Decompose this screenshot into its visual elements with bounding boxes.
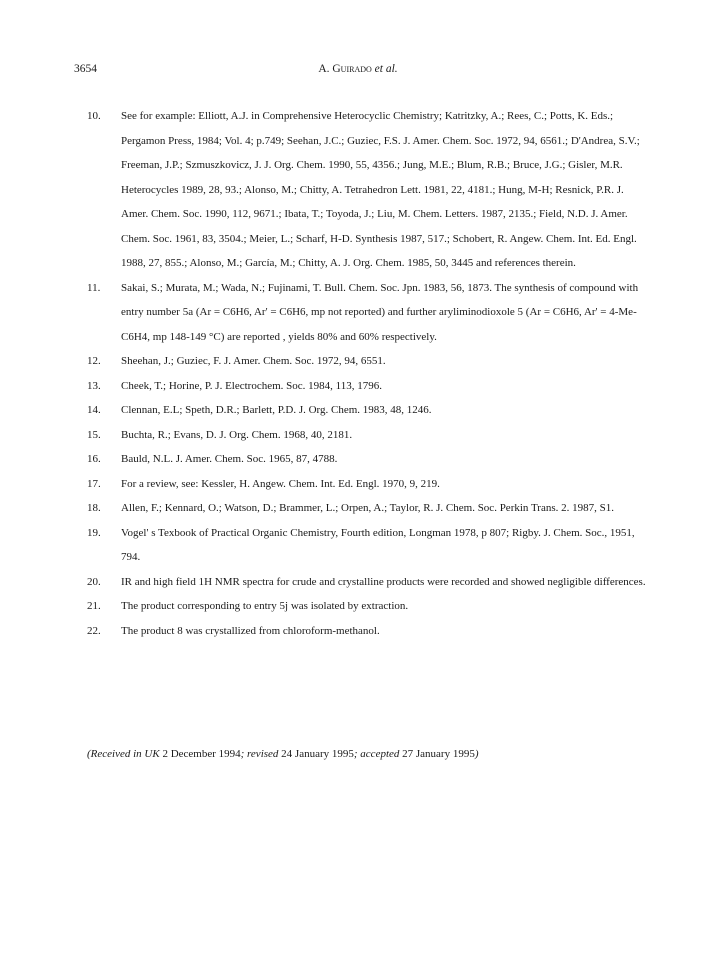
received-date: 2 December 1994 — [162, 748, 241, 760]
reference-number: 15. — [87, 428, 101, 441]
reference-item — [87, 521, 647, 570]
page-number: 3654 — [74, 63, 97, 75]
reference-text: Vogel' s Texbook of Practical Organic Chemistry, Fourth edition, Longman 1978, p 807; Rigby. J. Chem. Soc., 1951, 794. — [121, 526, 635, 563]
reference-number: 22. — [87, 624, 101, 637]
reference-text: The product corresponding to entry 5j was isolated by extraction. — [121, 600, 409, 612]
reference-text: Sakai, S.; Murata, M.; Wada, N.; Fujinami, T. Bull. Chem. Soc. Jpn. 1983, 56, 1873. The synthesis of compound with entry number 5a (Ar = C6H6, Ar' = C6H6, mp not reported) and further aryliminodioxole 5 (Ar = C6H6, Ar' = 4-Me-C6H4, mp 148-149 °C) are reported , yields 80% and 60% respectively. — [121, 281, 639, 343]
running-head — [74, 63, 642, 75]
reference-item — [87, 276, 647, 350]
author-initial: A. — [318, 63, 333, 75]
revised-date: 24 January 1995 — [281, 748, 354, 760]
reference-text: See for example: Elliott, A.J. in Comprehensive Heterocyclic Chemistry; Katritzky, A.; Rees, C.; Potts, K. Eds.; Pergamon Press, 1984; Vol. 4; p.749; Seehan, J.C.; Guziec, F.S. J. Amer. Chem. Soc. 1972, 94, 6561.; D'Andrea, S.V.; Freeman, J.P.; Szmuszkovicz, J. J. Org. Chem. 1990, 55, 4356.; Jung, M.E.; Blum, R.B.; Bruce, J.G.; Gisler, M.R. Heterocycles 1989, 28, 93.; Alonso, M.; Chitty, A. Tetrahedron Lett. 1981, 22, 4181.; Hung, M-H; Resnick, P.R. J. Amer. Chem. Soc. 1990, 112, 9671.; Ibata, T.; Toyoda, J.; Liu, M. Chem. Letters. 1987, 2135.; Field, N.D. J. Amer. Chem. Soc. 1961, 83, 3504.; Meier, L.; Scharf, H-D. Synthesis 1987, 517.; Schobert, R. Angew. Chem. Int. Ed. Engl. 1988, 27, 855.; Alonso, M.; García, M.; Chitty, A. J. Org. Chem. 1985, 50, 3445 and references therein. — [121, 110, 640, 269]
reference-item — [87, 619, 647, 644]
reference-item — [87, 423, 647, 448]
reference-text: Allen, F.; Kennard, O.; Watson, D.; Brammer, L.; Orpen, A.; Taylor, R. J. Chem. Soc. Perkin Trans. 2. 1987, S1. — [121, 502, 614, 514]
reference-text: Buchta, R.; Evans, D. J. Org. Chem. 1968, 40, 2181. — [121, 428, 353, 441]
reference-number: 16. — [87, 453, 101, 465]
received-suffix: ) — [474, 748, 479, 760]
accepted-prefix: ; accepted — [353, 748, 403, 760]
reference-item — [87, 447, 647, 472]
reference-number: 11. — [87, 281, 101, 294]
reference-text: The product 8 was crystallized from chloroform-methanol. — [121, 624, 380, 637]
reference-text: Cheek, T.; Horine, P. J. Electrochem. Soc. 1984, 113, 1796. — [121, 379, 383, 392]
received-line — [87, 748, 479, 760]
reference-text: For a review, see: Kessler, H. Angew. Chem. Int. Ed. Engl. 1970, 9, 219. — [121, 477, 440, 490]
reference-item — [87, 398, 647, 423]
page-header — [74, 63, 642, 81]
reference-item — [87, 594, 647, 619]
reference-number: 13. — [87, 379, 101, 392]
reference-item — [87, 374, 647, 399]
reference-text: Clennan, E.L; Speth, D.R.; Barlett, P.D. J. Org. Chem. 1983, 48, 1246. — [121, 404, 432, 416]
reference-item — [87, 104, 647, 276]
reference-item — [87, 570, 647, 595]
reference-number: 21. — [87, 600, 101, 612]
reference-list — [87, 104, 647, 643]
reference-item — [87, 472, 647, 497]
reference-number: 14. — [87, 404, 101, 416]
reference-number: 20. — [87, 575, 101, 588]
author-name: Guirado — [332, 63, 372, 75]
reference-number: 18. — [87, 502, 101, 514]
et-al: et al. — [371, 63, 398, 75]
reference-number: 10. — [87, 110, 101, 122]
reference-text: Sheehan, J.; Guziec, F. J. Amer. Chem. Soc. 1972, 94, 6551. — [121, 355, 386, 367]
reference-item — [87, 496, 647, 521]
reference-item — [87, 349, 647, 374]
reference-number: 19. — [87, 526, 101, 539]
accepted-date: 27 January 1995 — [402, 748, 475, 760]
revised-prefix: ; revised — [240, 748, 282, 760]
reference-text: Bauld, N.L. J. Amer. Chem. Soc. 1965, 87, 4788. — [121, 453, 338, 465]
reference-number: 12. — [87, 355, 101, 367]
received-prefix: (Received in UK — [87, 748, 163, 760]
reference-text: IR and high field 1H NMR spectra for crude and crystalline products were recorded and showed negligible differences. — [121, 575, 646, 588]
reference-number: 17. — [87, 477, 101, 490]
